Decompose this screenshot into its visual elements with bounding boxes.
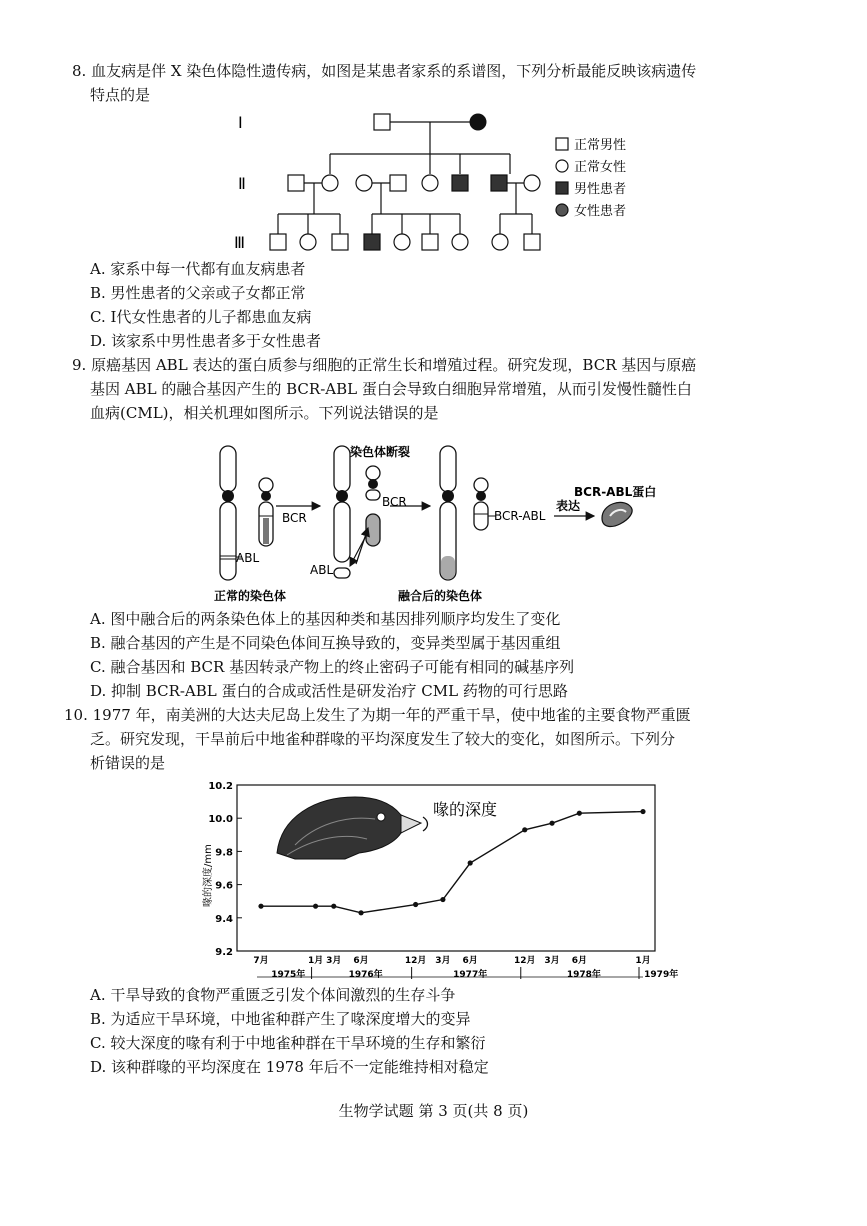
beak-depth-point	[413, 902, 418, 907]
x-month-label: 3月	[435, 956, 451, 966]
y-tick-label: 9.2	[215, 947, 233, 958]
x-month-label: 6月	[462, 956, 478, 966]
beak-depth-annotation: 喙的深度	[433, 800, 498, 819]
beak-depth-point	[331, 904, 336, 909]
y-tick-label: 10.2	[208, 781, 233, 792]
beak-depth-point	[577, 811, 582, 816]
legend-normal-male: 正常男性	[574, 138, 627, 153]
q10-stem-line1: 10. 1977 年，南美洲的大达夫尼岛上发生了为期一年的严重干旱，使中地雀的主要食物严重匮	[64, 706, 691, 724]
beak-depth-point	[468, 860, 473, 865]
q10-stem-line3: 析错误的是	[90, 754, 166, 772]
finch-head-illustration	[277, 797, 428, 859]
x-month-label: 7月	[253, 956, 269, 966]
x-year-label: 1979年	[644, 970, 679, 980]
beak-depth-point	[313, 904, 318, 909]
q8-option-c: C. Ⅰ代女性患者的儿子都患血友病	[90, 308, 312, 326]
y-axis-label: 喙的深度/mm	[203, 844, 214, 907]
x-month-label: 1月	[307, 956, 324, 966]
q10-option-b: B. 为适应干旱环境，中地雀种群产生了喙深度增大的变异	[90, 1010, 471, 1028]
q10-option-d: D. 该种群喙的平均深度在 1978 年后不一定能维持相对稳定	[90, 1058, 489, 1076]
pedigree-chart	[230, 108, 650, 258]
x-month-label: 6月	[353, 956, 369, 966]
q9-stem-line3: 血病(CML)，相关机理如图所示。下列说法错误的是	[90, 404, 439, 422]
page-footer: 生物学试题 第 3 页(共 8 页)	[338, 1102, 529, 1120]
label-bcr-2: BCR	[382, 495, 407, 509]
x-year-label: 1978年	[566, 970, 601, 980]
y-tick-label: 9.4	[215, 913, 233, 925]
q10-stem-line2: 乏。研究发现，干旱前后中地雀种群喙的平均深度发生了较大的变化，如图所示。下列分	[90, 730, 676, 748]
q10-option-a: A. 干旱导致的食物严重匮乏引发个体间激烈的生存斗争	[90, 986, 456, 1004]
gen-label-3: Ⅲ	[234, 233, 246, 252]
legend-affected-male: 男性患者	[574, 182, 627, 197]
gen-label-1: Ⅰ	[238, 113, 243, 132]
x-year-label: 1976年	[348, 970, 383, 980]
beak-depth-point	[640, 809, 645, 814]
label-bcr-1: BCR	[282, 511, 307, 525]
q10-option-c: C. 较大深度的喙有利于中地雀种群在干旱环境的生存和繁衍	[90, 1034, 486, 1052]
q9-option-b: B. 融合基因的产生是不同染色体间互换导致的，变异类型属于基因重组	[90, 634, 561, 652]
y-tick-label: 9.8	[215, 847, 233, 859]
q8-stem-line1: 8. 血友病是伴 X 染色体隐性遗传病，如图是某患者家系的系谱图，下列分析最能反映该病遗传	[72, 62, 697, 80]
q9-stem-line1: 9. 原癌基因 ABL 表达的蛋白质参与细胞的正常生长和增殖过程。研究发现，BCR 基因与原癌	[72, 356, 697, 374]
caption-normal: 正常的染色体	[214, 589, 287, 603]
q8-option-a: A. 家系中每一代都有血友病患者	[90, 260, 306, 278]
q9-option-c: C. 融合基因和 BCR 基因转录产物上的终止密码子可能有相同的碱基序列	[90, 658, 575, 676]
gen-label-2: Ⅱ	[238, 174, 246, 193]
label-fusion: BCR-ABL	[494, 509, 546, 523]
chromosome-diagram	[210, 440, 680, 610]
y-tick-label: 10.0	[208, 814, 233, 826]
q9-option-d: D. 抑制 BCR-ABL 蛋白的合成或活性是研发治疗 CML 药物的可行思路	[90, 682, 568, 700]
label-break: 染色体断裂	[350, 445, 411, 459]
x-year-label: 1977年	[453, 970, 488, 980]
x-month-label: 12月	[404, 956, 427, 966]
x-month-label: 12月	[513, 956, 536, 966]
q8-option-b: B. 男性患者的父亲或子女都正常	[90, 284, 306, 302]
q9-option-a: A. 图中融合后的两条染色体上的基因种类和基因排列顺序均发生了变化	[90, 610, 561, 628]
beak-depth-point	[522, 827, 527, 832]
q8-stem-line2: 特点的是	[90, 86, 151, 104]
label-protein: BCR-ABL蛋白	[574, 485, 657, 499]
label-abl-2: ABL	[310, 563, 334, 577]
x-month-label: 6月	[571, 956, 587, 966]
x-year-label: 1975年	[271, 970, 306, 980]
beak-depth-point	[258, 904, 263, 909]
legend-affected-female: 女性患者	[574, 204, 627, 219]
label-abl-1: ABL	[236, 551, 260, 565]
label-express: 表达	[556, 499, 581, 513]
x-month-label: 3月	[326, 956, 342, 966]
x-month-label: 3月	[544, 956, 560, 966]
beak-depth-point	[358, 910, 363, 915]
legend-normal-female: 正常女性	[574, 160, 627, 175]
caption-fused: 融合后的染色体	[398, 589, 483, 603]
beak-depth-point	[549, 821, 554, 826]
y-tick-label: 9.6	[215, 880, 233, 892]
q9-stem-line2: 基因 ABL 的融合基因产生的 BCR-ABL 蛋白会导致白细胞异常增殖，从而引发慢性髓性白	[90, 380, 692, 398]
q8-option-d: D. 该家系中男性患者多于女性患者	[90, 332, 322, 350]
beak-depth-chart	[195, 775, 685, 985]
beak-depth-point	[440, 897, 445, 902]
x-month-label: 1月	[635, 956, 651, 966]
